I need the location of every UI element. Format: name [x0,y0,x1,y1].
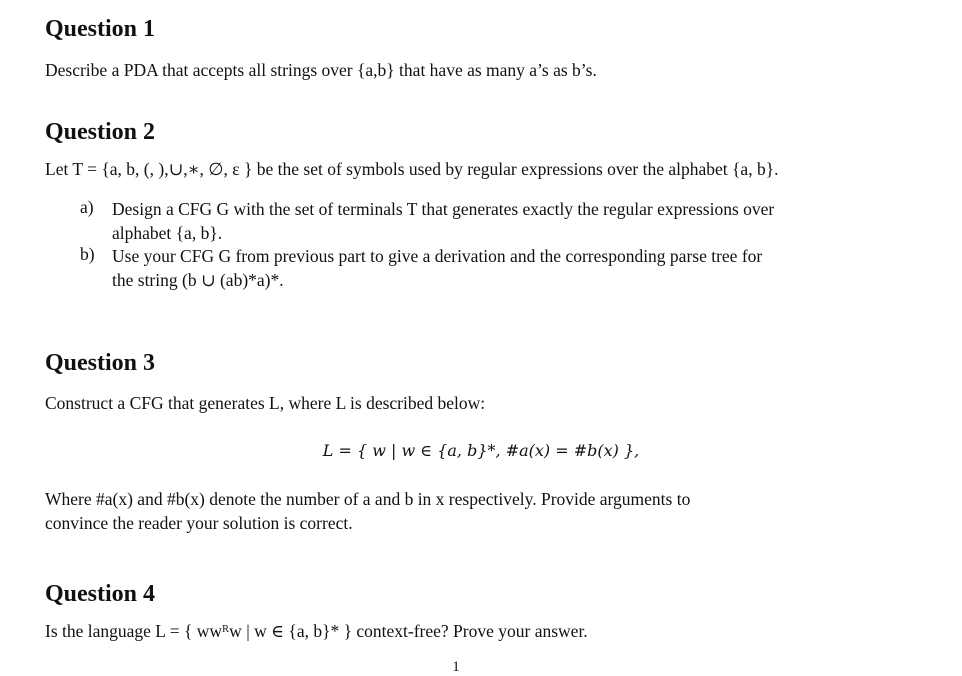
question-2-heading: Question 2 [45,119,156,145]
part-b-line-1: Use your CFG G from previous part to give a derivation and the corresponding parse tree for [112,246,763,266]
part-a-line-2: alphabet {a, b}. [112,223,223,243]
question-2-intro: Let T = {a, b, (, ),∪,∗, ∅, ε } be the set of symbols used by regular expressions over the alphabet {a, b}. [45,159,779,179]
part-b-marker: b) [80,244,95,264]
question-3-note-line-2: convince the reader your solution is correct. [45,513,353,533]
question-3-note-line-1: Where #a(x) and #b(x) denote the number of a and b in x respectively. Provide arguments to [45,489,691,509]
question-4-heading: Question 4 [45,581,156,607]
question-3-heading: Question 3 [45,350,156,376]
language-definition-formula: L = { w | w ∈ {a, b}*, #a(x) = #b(x) }, [322,441,640,460]
part-a-line-1: Design a CFG G with the set of terminals T that generates exactly the regular expressions over [112,199,775,219]
question-3-text: Construct a CFG that generates L, where L is described below: [45,393,486,413]
question-1-heading: Question 1 [45,16,156,42]
part-b-line-2: the string (b ∪ (ab)*a)*. [112,270,284,290]
part-a-marker: a) [80,197,94,217]
page-number: 1 [452,659,460,675]
question-4-text: Is the language L = { wwᴿw | w ∈ {a, b}* } context-free? Prove your answer. [45,621,588,641]
question-1-text: Describe a PDA that accepts all strings over {a,b} that have as many a’s as b’s. [45,60,597,80]
